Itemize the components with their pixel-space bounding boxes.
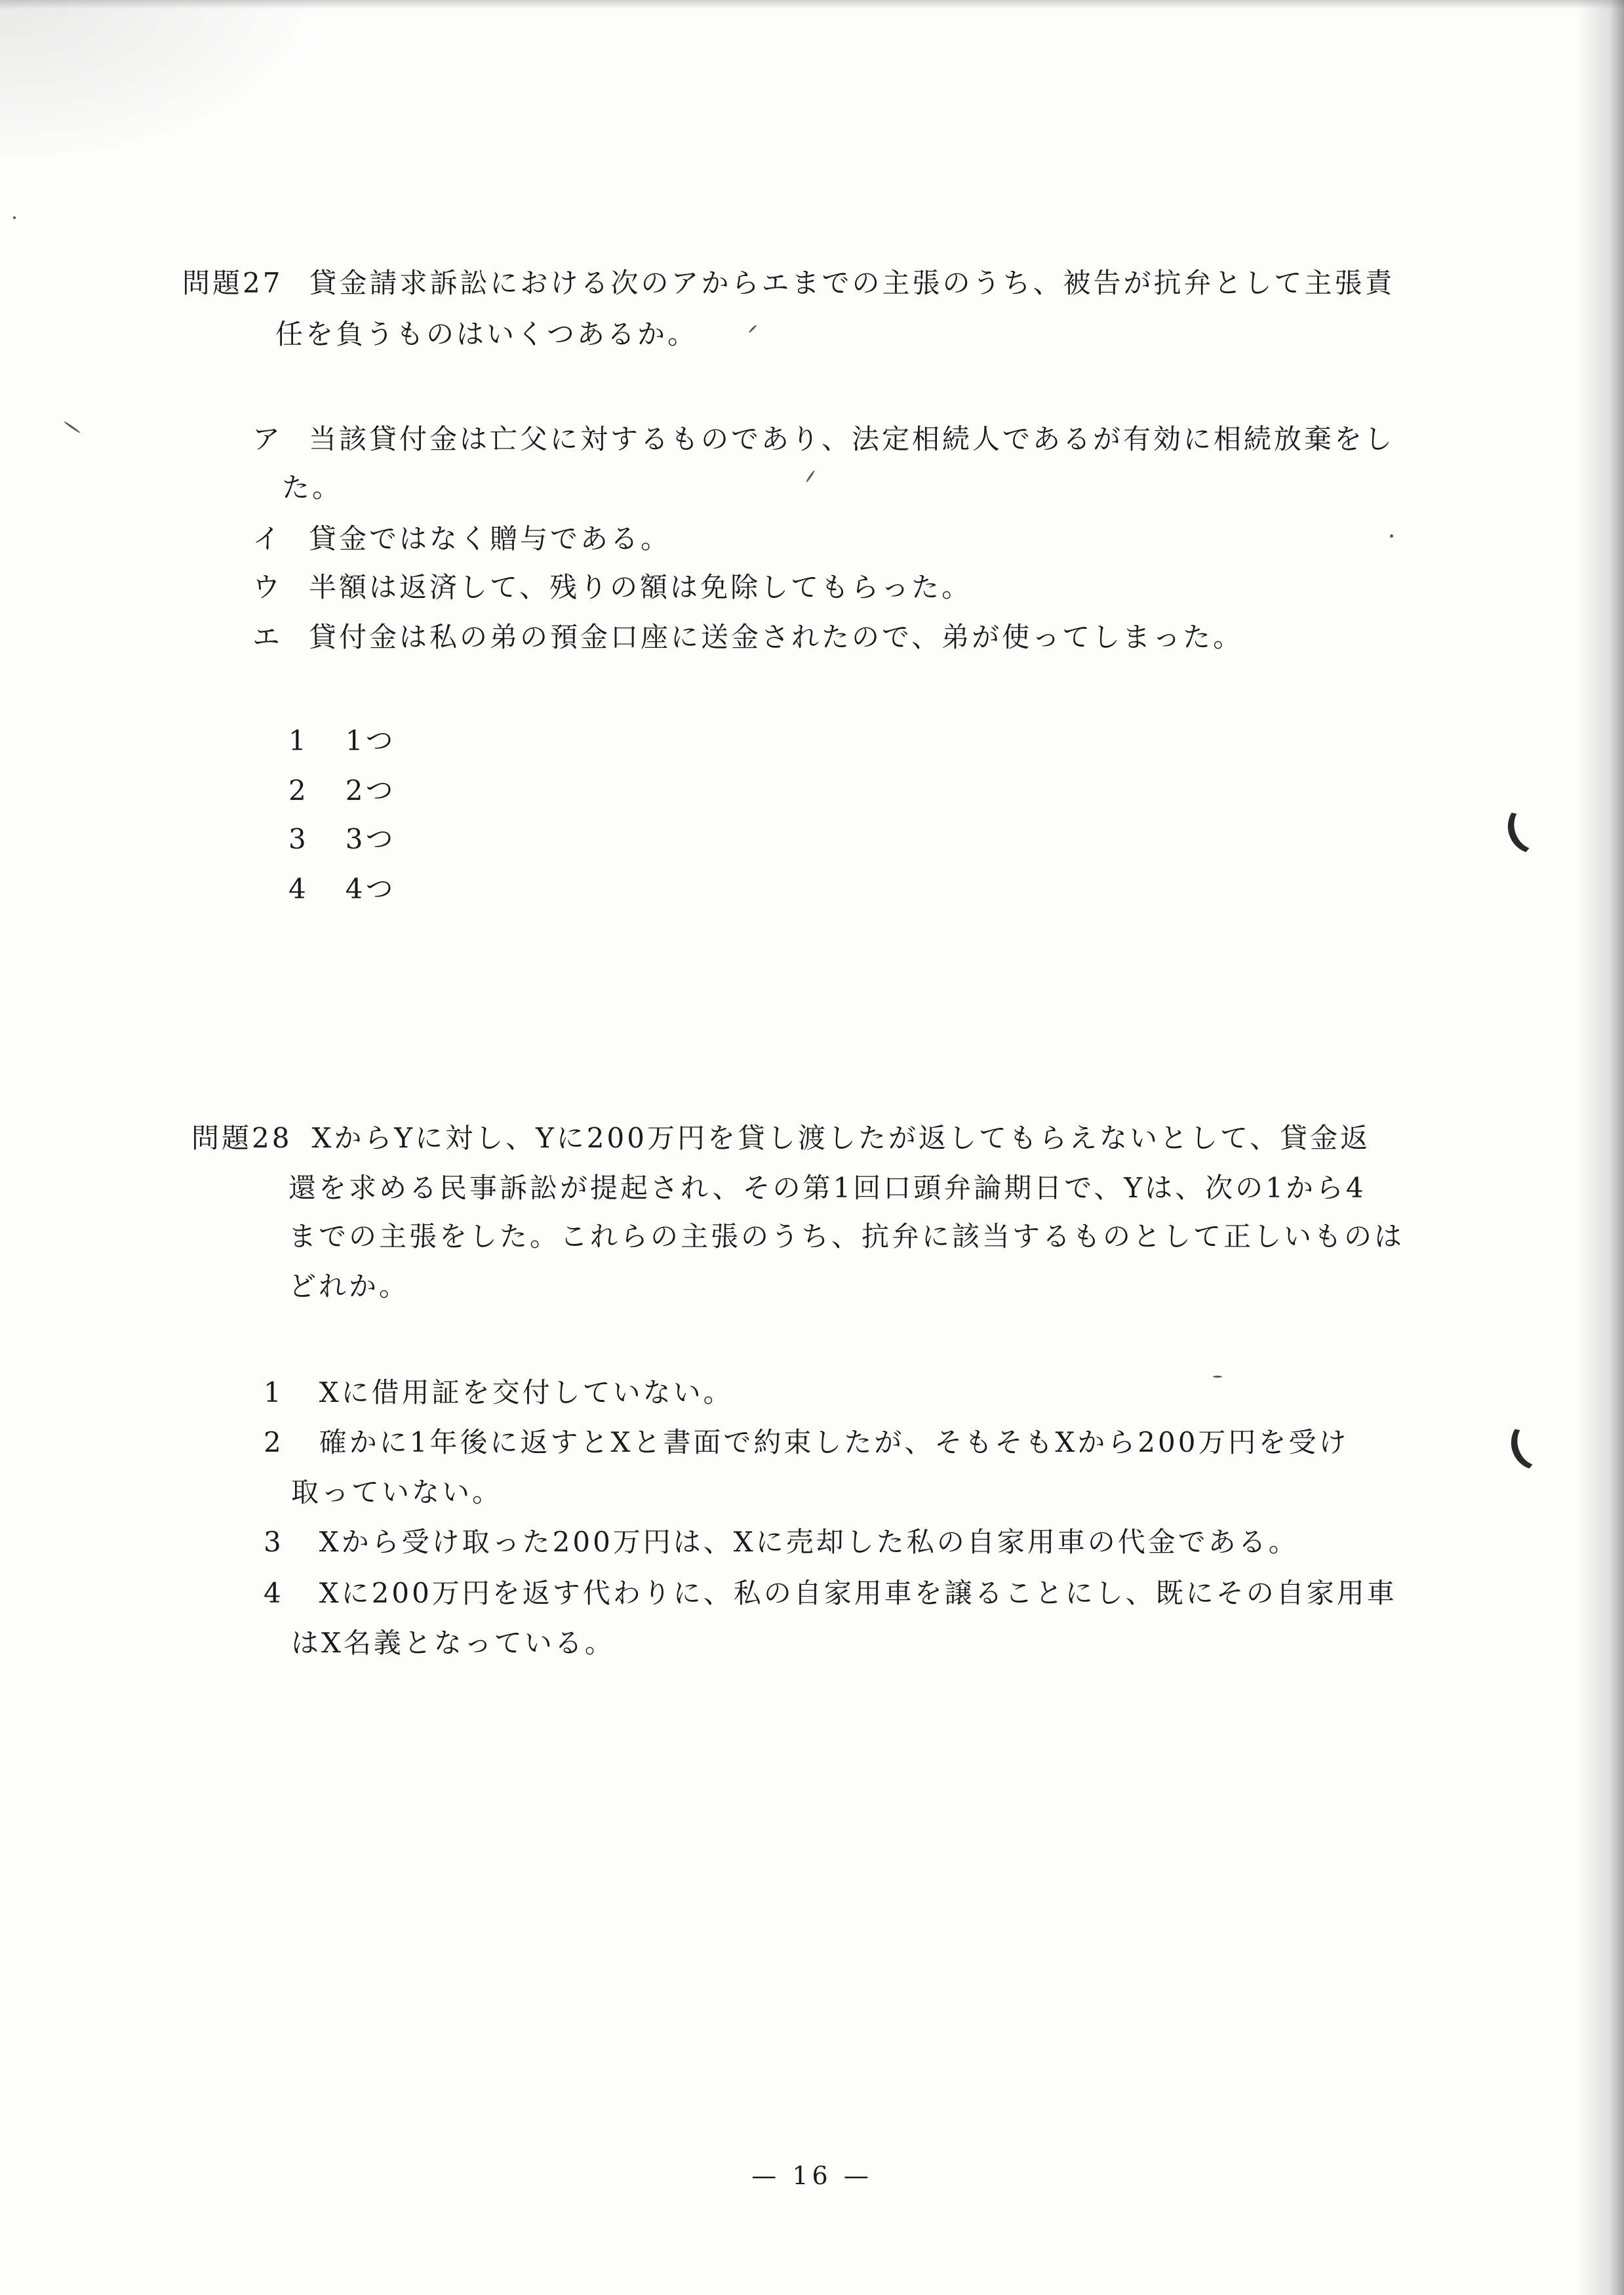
answer-option — [264, 1576, 1397, 1610]
scan-speck — [64, 421, 81, 434]
option-text: Xに借用証を交付していない。 — [319, 1376, 734, 1408]
statement-a-continued: た。 — [282, 471, 343, 504]
question-27-stem-line-1: 貸金請求訴訟における次のアからエまでの主張のうち、被告が抗弁として主張責 — [309, 267, 1395, 299]
question-28-label: 問題28 — [191, 1122, 292, 1154]
question-28-stem-line-2: 還を求める民事訴訟が提起され、その第1回口頭弁論期日で、Yは、次の1から4 — [288, 1172, 1366, 1204]
question-28-stem-line-1: XからYに対し、Yに200万円を貸し渡したが返してもらえないとして、貸金返 — [311, 1122, 1371, 1154]
question-28-stem-line-3: までの主張をした。これらの主張のうち、抗弁に該当するものとして正しいものは — [288, 1220, 1405, 1252]
answer-option — [264, 1376, 734, 1410]
question-28-stem — [191, 1121, 1370, 1155]
statement-text: 半額は返済して、残りの額は免除してもらった。 — [309, 571, 972, 603]
option-text: 3つ — [345, 823, 396, 855]
statement-mark: ア — [252, 423, 283, 455]
option-text-continued: はX名義となっている。 — [291, 1627, 615, 1659]
question-27-label: 問題27 — [182, 267, 283, 299]
statement-u — [252, 570, 972, 605]
page-number: — 16 — — [751, 2161, 873, 2190]
answer-option — [288, 822, 395, 856]
option-number: 1 — [288, 725, 309, 757]
answer-option — [264, 1525, 1299, 1559]
binder-hole-mark — [1500, 793, 1568, 861]
option-text-continued: 取っていない。 — [291, 1476, 503, 1508]
option-text: 2つ — [345, 774, 396, 807]
answer-option — [288, 872, 395, 906]
scan-shadow-corner — [0, 0, 328, 170]
scan-speck — [13, 216, 16, 219]
option-number: 2 — [264, 1426, 284, 1458]
answer-option — [288, 774, 395, 808]
answer-option — [288, 724, 395, 758]
statement-text: 貸付金は私の弟の預金口座に送金されたので、弟が使ってしまった。 — [309, 621, 1244, 653]
statement-mark: イ — [252, 523, 283, 555]
binder-hole-mark — [1503, 1409, 1571, 1477]
option-number: 4 — [264, 1577, 284, 1609]
option-number: 1 — [264, 1376, 284, 1408]
question-28-stem-line-4: どれか。 — [288, 1270, 410, 1302]
option-text: 4つ — [345, 873, 396, 905]
option-number: 2 — [288, 774, 309, 807]
question-27-stem-line-2: 任を負うものはいくつあるか。 — [275, 318, 698, 350]
scan-speck — [1213, 1376, 1222, 1378]
option-text: 1つ — [345, 725, 396, 757]
statement-mark: ウ — [252, 571, 283, 603]
question-27-stem — [182, 266, 1395, 300]
statement-text: 貸金ではなく贈与である。 — [309, 523, 671, 555]
answer-option — [264, 1426, 1349, 1460]
statement-e — [252, 620, 1243, 654]
scan-speck — [748, 325, 757, 333]
statement-text: 当該貸付金は亡父に対するものであり、法定相続人であるが有効に相続放棄をし — [309, 423, 1395, 455]
option-number: 3 — [264, 1526, 284, 1558]
option-number: 4 — [288, 873, 309, 905]
statement-i — [252, 522, 671, 556]
scan-speck — [1390, 534, 1393, 538]
option-number: 3 — [288, 823, 309, 855]
statement-mark: エ — [252, 621, 283, 653]
option-text: Xから受け取った200万円は、Xに売却した私の自家用車の代金である。 — [319, 1526, 1299, 1558]
statement-a — [252, 422, 1395, 456]
scan-edge-right — [1578, 0, 1624, 2295]
option-text: Xに200万円を返す代わりに、私の自家用車を譲ることにし、既にその自家用車 — [319, 1577, 1397, 1609]
scan-speck — [805, 470, 815, 483]
option-text: 確かに1年後に返すとXと書面で約束したが、そもそもXから200万円を受け — [319, 1426, 1349, 1458]
